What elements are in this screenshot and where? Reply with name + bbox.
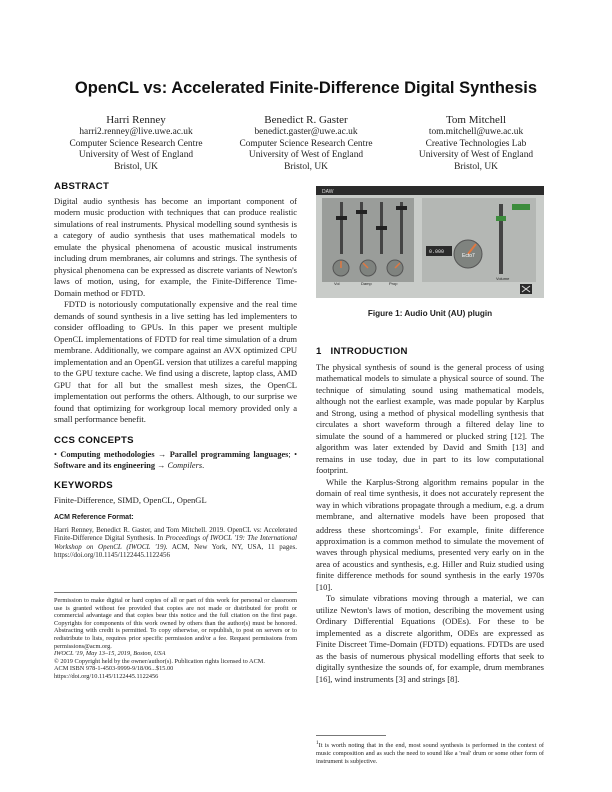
author-affiliation: Creative Technologies Lab <box>425 138 527 149</box>
keywords-text: Finite-Difference, SIMD, OpenCL, OpenGL <box>54 494 207 505</box>
author-block-1 <box>41 113 231 173</box>
ccs-concepts: • Computing methodologies → Parallel programming languages; • Software and its engineering → Compilers. <box>54 450 298 470</box>
acm-reference-heading: ACM Reference Format: <box>54 514 134 521</box>
ccs-item-computing: Computing methodologies <box>60 450 155 459</box>
ccs-item-parallel: Parallel programming languages <box>169 450 289 459</box>
permission-doi-link[interactable]: https://doi.org/10.1145/1122445.1122456 <box>54 672 159 680</box>
footnote <box>316 740 544 765</box>
footnote-number: 1 <box>316 740 319 746</box>
permission-text: Permission to make digital or hard copies of all or part of this work for personal or classroom use is granted without fee provided that copies are not made or distributed for profit or commercial advantage and that copies bear this notice and the full citation on the first page. Copyrights for components of this work owned by others than the author(s) must be honored. Abstracting with credit is permitted. To copy otherwise, or republish, to post on servers or to redistribute to lists, requires prior specific permission and/or a fee. Request permissions from permissions@acm.org. <box>54 597 297 650</box>
author-affiliation: Computer Science Research Centre <box>69 138 203 149</box>
author-organization: University of West of England <box>418 150 534 161</box>
fader-handle-3 <box>376 226 387 230</box>
footnote-marker[interactable]: 1 <box>418 524 421 531</box>
paper-title: OpenCL vs: Accelerated Finite-Difference Digital Synthesis <box>74 79 538 97</box>
author-block-3 <box>381 113 571 173</box>
intro-heading-text: INTRODUCTION <box>330 346 408 357</box>
author-email: benedict.gaster@uwe.ac.uk <box>254 127 358 137</box>
left-column <box>54 181 297 560</box>
permission-isbn: ACM ISBN 978-1-4503-9999-9/18/06...$15.00 <box>54 665 174 673</box>
intro-paragraph-3: To simulate vibrations moving through a material, we can utilize Newton's laws of motion, describing the movement using Ordinary Differential Equations (ODEs). For these to be implemented as a discrete algorithm, ODEs are expressed as Finite Discreet Time-Domain (FDTD) equations. FDTDs are used as the basis of numerous physical modelling efforts that seek to digitally synthesize the sounds of, for example, drum membranes [16], wind instruments [3] and strings [8]. <box>316 593 544 684</box>
intro-p2-continued: . For example, finite difference approximation is a common method to simulate the movement of waves through physical mediums, presented very early on in the area of acoustics and synthesis, e.g. Hiller and Ruiz studied using finite difference methods for sound synthesis in the early 1970s [10]. <box>316 524 544 592</box>
fader-handle-1 <box>336 216 347 220</box>
ccs-arrow: → <box>157 461 166 470</box>
ccs-bullet: • <box>54 450 57 459</box>
fader-handle-2 <box>356 210 367 214</box>
plugin-screenshot <box>316 186 544 298</box>
plugin-title: DAW <box>322 189 334 195</box>
footnote-text: It is worth noting that in the end, most sound synthesis is performed in the context of music composition and as such the need to sound like a 'real' drum or some other form of instrument is subjective. <box>316 742 544 765</box>
author-email: harri2.renney@live.uwe.ac.uk <box>79 127 193 137</box>
fader-handle-4 <box>396 206 407 210</box>
acm-reference <box>54 512 297 560</box>
permission-venue: IWOCL '19, May 13–15, 2019, Boston, USA <box>54 650 166 658</box>
permission-block <box>54 597 297 681</box>
author-name: Tom Mitchell <box>445 114 507 126</box>
volume-label: Volume <box>496 276 510 281</box>
footnote-divider <box>316 735 386 736</box>
author-location: Bristol, UK <box>114 161 158 172</box>
intro-p2-text: While the Karplus-Strong algorithm remains popular in the domain of real time synthesis, it does not accurately represent the way in which vibrations propagate through a medium, e.g. a drum membrane, and alternative models have been proposed that address these shortcomings <box>316 476 544 535</box>
author-organization: University of West of England <box>78 150 194 161</box>
keywords-heading: KEYWORDS <box>54 480 113 491</box>
author-name: Benedict R. Gaster <box>264 114 348 126</box>
author-affiliation: Computer Science Research Centre <box>239 138 373 149</box>
author-organization: University of West of England <box>248 150 364 161</box>
reference-authors: Harri Renney, Benedict R. Gaster, and Tom Mitchell. 2019. OpenCL vs: Accelerated Finite-Difference Digital Synthesis. In <box>54 525 297 543</box>
knob-label-damp: Damp <box>361 281 372 286</box>
right-column <box>316 346 544 685</box>
intro-paragraph-1: The physical synthesis of sound is the general process of using mathematical models to simulate a physical source of sound. The technique of simulating sound using mathematical models, although not the earliest example, was made popular by Karplus and Strong, using a method of physical modelling synthesis that circulates a short waveform through a filtered delay line to simulate the sound of a hammered or plucked string [12]. The algorithm was later extended by David and Smith [13] and remains in use today, due in part to its low computational footprint. <box>316 361 544 475</box>
ccs-item-software: Software and its engineering <box>54 461 156 470</box>
author-location: Bristol, UK <box>284 161 328 172</box>
reference-doi[interactable]: ACM, New York, NY, USA, 11 pages. https://doi.org/10.1145/1122445.1122456 <box>54 542 297 560</box>
main-knob-label: Ecto7 <box>462 253 475 259</box>
ccs-arrow: → <box>157 450 167 459</box>
ccs-item-compilers: Compilers <box>167 461 203 470</box>
permission-copyright: © 2019 Copyright held by the owner/author(s). Publication rights licensed to ACM. <box>54 657 265 665</box>
permission-divider <box>54 592 297 593</box>
fader-track-1 <box>340 202 343 254</box>
reference-proceedings: Proceedings of IWOCL '19: The International Workshop on OpenCL (IWOCL '19). <box>54 534 297 551</box>
abstract-heading: ABSTRACT <box>54 181 110 192</box>
author-location: Bristol, UK <box>454 161 498 172</box>
knob-label-vol: Vol <box>334 281 340 286</box>
figure-caption: Figure 1: Audio Unit (AU) plugin <box>367 309 493 318</box>
abstract-paragraph-1: Digital audio synthesis has become an important component of modern music production with techniques that can produce realistic simulations of real instruments. Physical modelling sound synthesis is a category of audio synthesis that uses mathematical models to emulate the physical phenomena of acoustic musical instruments including drum membranes, air columns and strings. The synthesis of physical phenomena can be expressed as discrete variants of Newton's laws of motion, using, for example, the Finite-Difference Time-Domain method or FDTD. <box>54 195 297 298</box>
synth-panel <box>422 198 536 282</box>
plugin-titlebar <box>316 186 544 195</box>
knob-label-prop: Prop <box>389 281 398 286</box>
readout-value: 0.000 <box>429 249 445 255</box>
ccs-bullet: • <box>294 450 298 459</box>
figure-au-plugin <box>316 186 544 298</box>
volume-slider-handle <box>496 216 506 221</box>
author-email: tom.mitchell@uwe.ac.uk <box>428 127 524 137</box>
intro-heading-number: 1 <box>316 346 322 357</box>
ccs-heading: CCS CONCEPTS <box>54 434 134 446</box>
intro-paragraph-2 <box>316 477 544 594</box>
volume-slider-track <box>499 204 503 274</box>
author-name: Harri Renney <box>106 114 166 126</box>
author-block-2 <box>211 113 401 173</box>
status-indicator <box>512 204 530 210</box>
abstract-paragraph-2: FDTD is notoriously computationally expensive and the real time demands of sound synthesis in a live setting has led implementers to consider offloading to GPUs. In this paper we present multiple OpenCL implementations of FDTD for real time simulation of a drum membrane. Additionally, we compare against an AVX optimized CPU implementation and an OpenGL version that utilizes a careful mapping to the GPU texture cache. We find using a discrete, laptop class, AMD GPU that for all but the smallest mesh sizes, the OpenCL implementation out performs the others. Although, to our surprise we found that optimizing for workgroup local memory provided only a small performance benefit. <box>54 299 297 424</box>
fader-track-2 <box>360 202 363 254</box>
acm-reference-text <box>54 526 297 560</box>
intro-heading <box>316 346 544 358</box>
